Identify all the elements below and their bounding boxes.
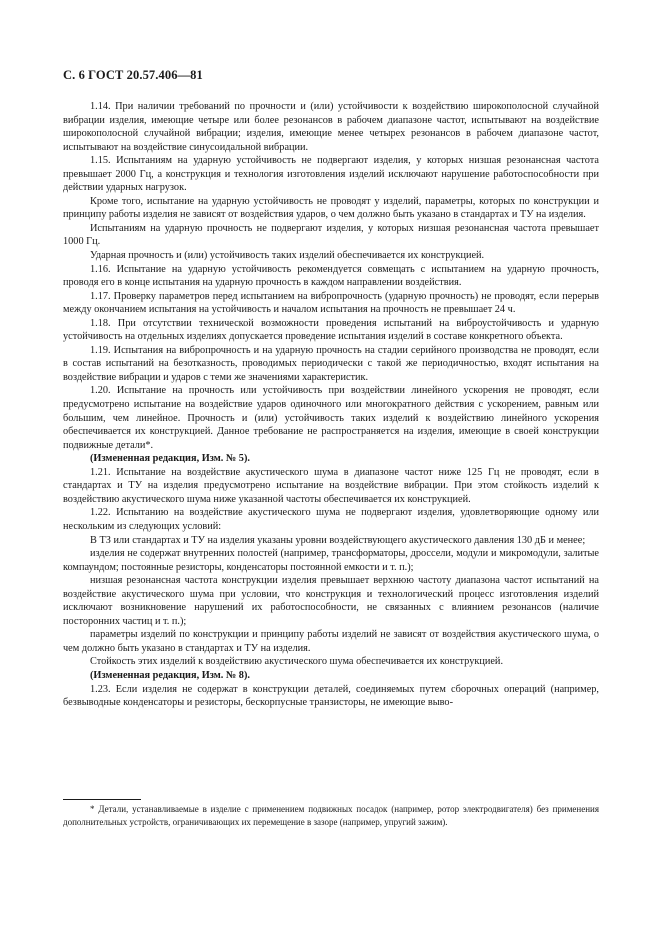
revision-note-8: (Измененная редакция, Изм. № 8). <box>90 669 250 681</box>
document-body <box>63 100 599 710</box>
paragraph-1-21: 1.21. Испытание на воздействие акустического шума в диапазоне частот ниже 125 Гц не проводят, если в стандартах и ТУ на изделия предусмотрено испытание на воздействие вибрации. При этом стойкость изделий к воздействию акустического шума ниже указанной частоты обеспечивается их конструкцией. <box>63 466 599 505</box>
footnote-divider <box>63 799 141 800</box>
page-header: С. 6 ГОСТ 20.57.406—81 <box>63 68 203 82</box>
paragraph-1-15-impact-strength: Испытаниям на ударную прочность не подвергают изделия, у которых низшая резонансная частота превышает 1000 Гц. <box>63 222 599 248</box>
paragraph-1-15-note: Ударная прочность и (или) устойчивость таких изделий обеспечивается их конструкцией. <box>90 250 485 262</box>
paragraph-1-15-cont: Кроме того, испытание на ударную устойчивость не проводят у изделий, параметры, которых по конструкции и принципу работы изделия не зависят от воздействия ударов, о чем должно быть указано в стандартах и ТУ на изделия. <box>63 195 599 221</box>
paragraph-1-23: 1.23. Если изделия не содержат в конструкции деталей, соединяемых путем сборочных операций (например, безвыводные конденсаторы и резисторы, бескорпусные транзисторы, не имеющие выво- <box>63 683 599 709</box>
paragraph-1-17: 1.17. Проверку параметров перед испытанием на вибропрочность (ударную прочность) не проводят, если перерыв между окончанием испытания на устойчивость и началом испытания на прочность не превышает 24 ч. <box>63 290 599 316</box>
paragraph-1-16: 1.16. Испытание на ударную устойчивость рекомендуется совмещать с испытанием на ударную прочность, проводя его в конце испытания на ударную прочность в каждом направлении воздействия. <box>63 263 599 289</box>
paragraph-1-22: 1.22. Испытанию на воздействие акустического шума не подвергают изделия, удовлетворяющие одному или нескольким из следующих условий: <box>63 507 599 532</box>
condition-no-cavities: изделия не содержат внутренних полостей (например, трансформаторы, дроссели, модули и микромодули, залитые компаундом; постоянные резисторы, конденсаторы постоянной емкости и т. п.); <box>63 548 599 573</box>
condition-resonance-frequency: низшая резонансная частота конструкции изделия превышает верхнюю частоту диапазона частот испытаний на воздействие акустического шума при условии, что конструкция и технологический процесс изготовления изделий исключают возникновение нарушений их работоспособности, не связанных с влиянием резонансов (наличие посторонних частиц и т. п.); <box>63 575 599 627</box>
condition-pressure-level: В ТЗ или стандартах и ТУ на изделия указаны уровни воздействующего акустического давления 130 дБ и менее; <box>90 534 586 546</box>
paragraph-1-20: 1.20. Испытание на прочность или устойчивость при воздействии линейного ускорения не проводят, если предусмотрено испытание на воздействие ударов одиночного или многократного действия с ускорением, равным или большим, чем линейное. Прочность и (или) устойчивость таких изделий к воздействию линейного ускорения обеспечивается их конструкцией. Данное требование не распространяется на изделия, имеющие в своей конструкции подвижные детали*. <box>63 385 599 451</box>
footnote <box>63 803 599 828</box>
paragraph-1-14: 1.14. При наличии требований по прочности и (или) устойчивости к воздействию широкополосной случайной вибрации изделия, имеющие четыре или более резонансов в рабочем диапазоне частот, испытывают на воздействие широкополосной случайной вибрации; изделия, имеющие менее четырех резонансов в рабочем диапазоне частот, испытывают на воздействие синусоидальной вибрации. <box>63 101 599 153</box>
paragraph-1-15: 1.15. Испытаниям на ударную устойчивость не подвергают изделия, у которых низшая резонансная частота превышает 2000 Гц, а конструкция и технология изготовления изделий исключают нарушение работоспособности при действии ударных нагрузок. <box>63 155 599 194</box>
paragraph-1-19: 1.19. Испытания на вибропрочность и на ударную прочность на стадии серийного производства не проводят, если в состав испытаний на безотказность, проводимых периодически с такой же периодичностью, входят испытания на воздействие вибрации и ударов с теми же значениями характеристик. <box>63 344 599 383</box>
footnote-text: * Детали, устанавливаемые в изделие с применением подвижных посадок (например, ротор электродвигателя) без применения дополнительных устройств, ограничивающих их перемещение в зазоре (например, упругий зажим). <box>63 804 599 827</box>
paragraph-1-22-note: Стойкость этих изделий к воздействию акустического шума обеспечивается их конструкцией. <box>90 656 504 668</box>
condition-parameters-independent: параметры изделий по конструкции и принципу работы изделий не зависят от воздействия акустического шума, о чем должно быть указано в стандартах и ТУ на изделия. <box>63 629 599 654</box>
revision-note-5: (Измененная редакция, Изм. № 5). <box>90 453 250 465</box>
paragraph-1-18: 1.18. При отсутствии технической возможности проведения испытаний на виброустойчивость и ударную устойчивость на отдельных изделиях допускается проведение испытания изделий в составе конкретного объекта. <box>63 317 599 343</box>
